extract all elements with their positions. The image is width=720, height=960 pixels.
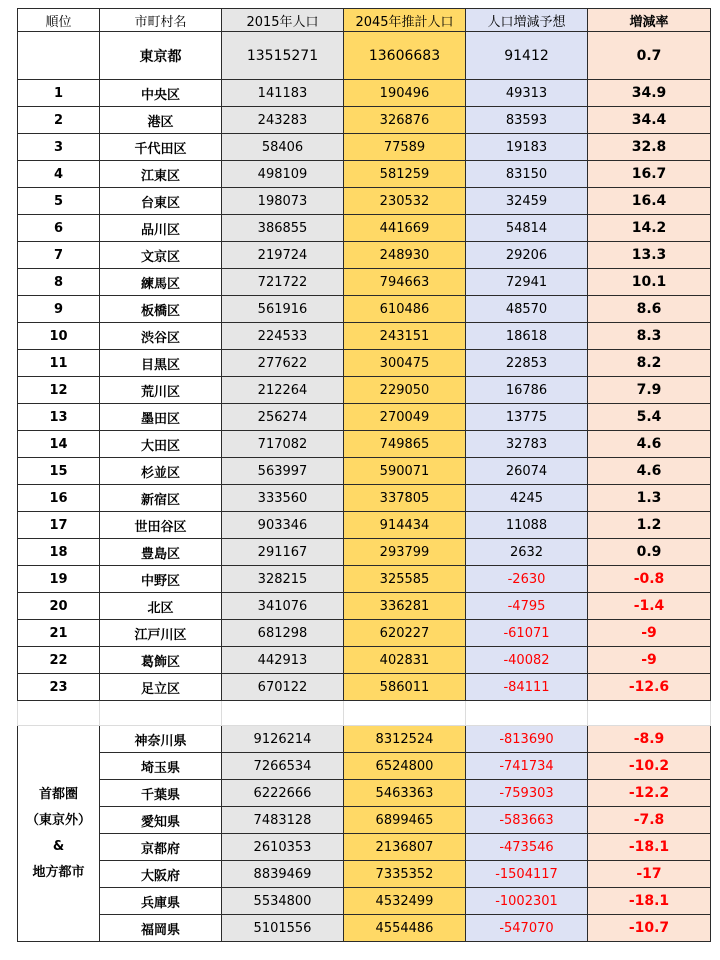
ward-pop2045: 229050: [344, 377, 466, 404]
ward-row: [18, 620, 711, 647]
ward-name: 北区: [100, 593, 222, 620]
ward-name: 墨田区: [100, 404, 222, 431]
ward-row: [18, 485, 711, 512]
ward-rate: 16.4: [588, 188, 711, 215]
ward-change: 19183: [466, 134, 588, 161]
region-pop2015: 5534800: [222, 888, 344, 915]
ward-rate: 32.8: [588, 134, 711, 161]
ward-row: [18, 539, 711, 566]
population-table: [17, 8, 711, 942]
ward-name: 中央区: [100, 80, 222, 107]
ward-pop2015: 498109: [222, 161, 344, 188]
ward-rank: 13: [18, 404, 100, 431]
ward-name: 江戸川区: [100, 620, 222, 647]
ward-rate: 14.2: [588, 215, 711, 242]
ward-rank: 1: [18, 80, 100, 107]
ward-rank: 6: [18, 215, 100, 242]
ward-row: [18, 323, 711, 350]
region-pop2045: 4532499: [344, 888, 466, 915]
ward-change: -4795: [466, 593, 588, 620]
ward-pop2015: 903346: [222, 512, 344, 539]
ward-change: 2632: [466, 539, 588, 566]
ward-rank: 14: [18, 431, 100, 458]
ward-name: 大田区: [100, 431, 222, 458]
region-row: [18, 780, 711, 807]
ward-name: 練馬区: [100, 269, 222, 296]
region-change: -547070: [466, 915, 588, 942]
ward-rate: 13.3: [588, 242, 711, 269]
ward-row: [18, 350, 711, 377]
ward-name: 足立区: [100, 674, 222, 701]
tokyo-rate: 0.7: [588, 32, 711, 80]
ward-change: 26074: [466, 458, 588, 485]
ward-name: 新宿区: [100, 485, 222, 512]
ward-rate: 4.6: [588, 431, 711, 458]
region-pop2045: 6899465: [344, 807, 466, 834]
ward-pop2045: 610486: [344, 296, 466, 323]
ward-pop2015: 277622: [222, 350, 344, 377]
ward-row: [18, 404, 711, 431]
ward-rank: 12: [18, 377, 100, 404]
ward-pop2045: 441669: [344, 215, 466, 242]
ward-row: [18, 188, 711, 215]
ward-name: 文京区: [100, 242, 222, 269]
header-rank: 順位: [18, 9, 100, 32]
ward-pop2015: 141183: [222, 80, 344, 107]
ward-name: 杉並区: [100, 458, 222, 485]
ward-row: [18, 80, 711, 107]
ward-change: 13775: [466, 404, 588, 431]
ward-rate: 10.1: [588, 269, 711, 296]
ward-rate: -9: [588, 647, 711, 674]
ward-pop2045: 336281: [344, 593, 466, 620]
ward-rate: 34.9: [588, 80, 711, 107]
ward-rate: -1.4: [588, 593, 711, 620]
region-row: [18, 834, 711, 861]
region-pop2015: 2610353: [222, 834, 344, 861]
ward-rank: 5: [18, 188, 100, 215]
ward-row: [18, 377, 711, 404]
region-change: -1504117: [466, 861, 588, 888]
ward-change: 11088: [466, 512, 588, 539]
ward-rank: 20: [18, 593, 100, 620]
region-pop2015: 9126214: [222, 726, 344, 753]
ward-row: [18, 593, 711, 620]
ward-rank: 9: [18, 296, 100, 323]
ward-change: -2630: [466, 566, 588, 593]
ward-pop2045: 270049: [344, 404, 466, 431]
ward-change: -61071: [466, 620, 588, 647]
ward-name: 台東区: [100, 188, 222, 215]
ward-pop2015: 717082: [222, 431, 344, 458]
ward-row: [18, 161, 711, 188]
ward-rate: 1.2: [588, 512, 711, 539]
ward-rate: 16.7: [588, 161, 711, 188]
region-rate: -17: [588, 861, 711, 888]
ward-rate: -0.8: [588, 566, 711, 593]
region-change: -759303: [466, 780, 588, 807]
ward-pop2045: 586011: [344, 674, 466, 701]
ward-rank: 16: [18, 485, 100, 512]
ward-pop2045: 590071: [344, 458, 466, 485]
region-rate: -10.2: [588, 753, 711, 780]
ward-change: 4245: [466, 485, 588, 512]
spacer-row: [18, 701, 711, 726]
ward-rate: 0.9: [588, 539, 711, 566]
spacer-cell: [588, 701, 711, 726]
ward-pop2045: 293799: [344, 539, 466, 566]
ward-row: [18, 107, 711, 134]
ward-change: 72941: [466, 269, 588, 296]
region-rate: -18.1: [588, 834, 711, 861]
ward-change: 83150: [466, 161, 588, 188]
ward-rate: 34.4: [588, 107, 711, 134]
ward-pop2015: 58406: [222, 134, 344, 161]
ward-pop2015: 224533: [222, 323, 344, 350]
region-pop2015: 7483128: [222, 807, 344, 834]
region-row: [18, 888, 711, 915]
ward-rank: 7: [18, 242, 100, 269]
ward-rank: 8: [18, 269, 100, 296]
ward-pop2015: 198073: [222, 188, 344, 215]
ward-rate: -9: [588, 620, 711, 647]
region-pop2015: 7266534: [222, 753, 344, 780]
ward-change: 29206: [466, 242, 588, 269]
ward-pop2015: 256274: [222, 404, 344, 431]
ward-pop2015: 219724: [222, 242, 344, 269]
ward-row: [18, 647, 711, 674]
tokyo-change: 91412: [466, 32, 588, 80]
group-label-line: （東京外）: [25, 812, 91, 828]
region-pop2015: 5101556: [222, 915, 344, 942]
ward-pop2045: 248930: [344, 242, 466, 269]
ward-change: 49313: [466, 80, 588, 107]
ward-change: 32459: [466, 188, 588, 215]
ward-rate: 8.2: [588, 350, 711, 377]
ward-change: -84111: [466, 674, 588, 701]
ward-pop2015: 681298: [222, 620, 344, 647]
ward-rank: 3: [18, 134, 100, 161]
ward-change: 22853: [466, 350, 588, 377]
ward-pop2045: 620227: [344, 620, 466, 647]
ward-pop2015: 341076: [222, 593, 344, 620]
ward-name: 世田谷区: [100, 512, 222, 539]
ward-name: 豊島区: [100, 539, 222, 566]
ward-row: [18, 134, 711, 161]
header-rate: 増減率: [588, 9, 711, 32]
ward-change: 16786: [466, 377, 588, 404]
region-name: 京都府: [100, 834, 222, 861]
ward-rate: 4.6: [588, 458, 711, 485]
ward-pop2045: 325585: [344, 566, 466, 593]
ward-name: 品川区: [100, 215, 222, 242]
header-pop2015: 2015年人口: [222, 9, 344, 32]
ward-rank: 11: [18, 350, 100, 377]
ward-pop2015: 563997: [222, 458, 344, 485]
ward-change: 18618: [466, 323, 588, 350]
ward-pop2045: 243151: [344, 323, 466, 350]
ward-pop2045: 230532: [344, 188, 466, 215]
ward-pop2045: 402831: [344, 647, 466, 674]
ward-rate: 1.3: [588, 485, 711, 512]
ward-pop2015: 291167: [222, 539, 344, 566]
region-pop2045: 7335352: [344, 861, 466, 888]
region-name: 福岡県: [100, 915, 222, 942]
ward-pop2015: 721722: [222, 269, 344, 296]
region-pop2045: 6524800: [344, 753, 466, 780]
spacer-cell: [222, 701, 344, 726]
region-change: -473546: [466, 834, 588, 861]
ward-name: 港区: [100, 107, 222, 134]
tokyo-row: [18, 32, 711, 80]
ward-rank: 2: [18, 107, 100, 134]
ward-name: 目黒区: [100, 350, 222, 377]
region-rate: -8.9: [588, 726, 711, 753]
ward-pop2045: 794663: [344, 269, 466, 296]
region-change: -583663: [466, 807, 588, 834]
header-change: 人口増減予想: [466, 9, 588, 32]
region-row: [18, 915, 711, 942]
ward-row: [18, 269, 711, 296]
group-label-line: 地方都市: [32, 864, 85, 880]
ward-pop2045: 581259: [344, 161, 466, 188]
ward-pop2015: 328215: [222, 566, 344, 593]
region-pop2045: 4554486: [344, 915, 466, 942]
ward-row: [18, 215, 711, 242]
spacer-cell: [18, 701, 100, 726]
ward-name: 板橋区: [100, 296, 222, 323]
spacer-cell: [466, 701, 588, 726]
ward-rate: 8.3: [588, 323, 711, 350]
ward-pop2015: 670122: [222, 674, 344, 701]
ward-name: 江東区: [100, 161, 222, 188]
ward-pop2015: 243283: [222, 107, 344, 134]
tokyo-rank: [18, 32, 100, 80]
ward-rank: 4: [18, 161, 100, 188]
ward-row: [18, 431, 711, 458]
spacer-cell: [344, 701, 466, 726]
header-row: [18, 9, 711, 32]
ward-rank: 19: [18, 566, 100, 593]
region-name: 千葉県: [100, 780, 222, 807]
ward-pop2045: 77589: [344, 134, 466, 161]
region-change: -813690: [466, 726, 588, 753]
region-row: [18, 861, 711, 888]
region-pop2015: 8839469: [222, 861, 344, 888]
ward-change: -40082: [466, 647, 588, 674]
ward-pop2015: 386855: [222, 215, 344, 242]
ward-change: 54814: [466, 215, 588, 242]
ward-rank: 15: [18, 458, 100, 485]
region-rate: -10.7: [588, 915, 711, 942]
region-name: 愛知県: [100, 807, 222, 834]
ward-rate: 7.9: [588, 377, 711, 404]
group-label-line: &: [52, 838, 65, 854]
region-pop2045: 5463363: [344, 780, 466, 807]
ward-name: 荒川区: [100, 377, 222, 404]
ward-rank: 10: [18, 323, 100, 350]
ward-change: 32783: [466, 431, 588, 458]
ward-row: [18, 458, 711, 485]
header-pop2045: 2045年推計人口: [344, 9, 466, 32]
group-label-line: 首都圏: [38, 786, 78, 802]
ward-pop2045: 326876: [344, 107, 466, 134]
ward-rank: 17: [18, 512, 100, 539]
ward-row: [18, 512, 711, 539]
region-name: 埼玉県: [100, 753, 222, 780]
spacer-cell: [100, 701, 222, 726]
tokyo-name: 東京都: [100, 32, 222, 80]
ward-pop2045: 914434: [344, 512, 466, 539]
region-pop2015: 6222666: [222, 780, 344, 807]
region-pop2045: 8312524: [344, 726, 466, 753]
region-name: 大阪府: [100, 861, 222, 888]
ward-pop2045: 749865: [344, 431, 466, 458]
tokyo-pop2015: 13515271: [222, 32, 344, 80]
ward-pop2015: 212264: [222, 377, 344, 404]
ward-name: 中野区: [100, 566, 222, 593]
ward-pop2015: 442913: [222, 647, 344, 674]
ward-row: [18, 242, 711, 269]
ward-name: 葛飾区: [100, 647, 222, 674]
ward-name: 渋谷区: [100, 323, 222, 350]
ward-rank: 22: [18, 647, 100, 674]
region-rate: -18.1: [588, 888, 711, 915]
tokyo-pop2045: 13606683: [344, 32, 466, 80]
ward-pop2015: 561916: [222, 296, 344, 323]
ward-row: [18, 674, 711, 701]
ward-name: 千代田区: [100, 134, 222, 161]
header-name: 市町村名: [100, 9, 222, 32]
region-rate: -12.2: [588, 780, 711, 807]
ward-row: [18, 566, 711, 593]
ward-pop2015: 333560: [222, 485, 344, 512]
region-row: [18, 807, 711, 834]
ward-rate: 8.6: [588, 296, 711, 323]
ward-rank: 18: [18, 539, 100, 566]
ward-pop2045: 300475: [344, 350, 466, 377]
ward-change: 83593: [466, 107, 588, 134]
ward-pop2045: 337805: [344, 485, 466, 512]
region-change: -1002301: [466, 888, 588, 915]
ward-rate: 5.4: [588, 404, 711, 431]
ward-pop2045: 190496: [344, 80, 466, 107]
region-change: -741734: [466, 753, 588, 780]
region-name: 神奈川県: [100, 726, 222, 753]
region-row: [18, 753, 711, 780]
region-pop2045: 2136807: [344, 834, 466, 861]
region-row: [18, 726, 711, 753]
ward-rate: -12.6: [588, 674, 711, 701]
region-name: 兵庫県: [100, 888, 222, 915]
ward-change: 48570: [466, 296, 588, 323]
ward-rank: 21: [18, 620, 100, 647]
group-label: [18, 726, 100, 942]
ward-row: [18, 296, 711, 323]
region-rate: -7.8: [588, 807, 711, 834]
ward-rank: 23: [18, 674, 100, 701]
